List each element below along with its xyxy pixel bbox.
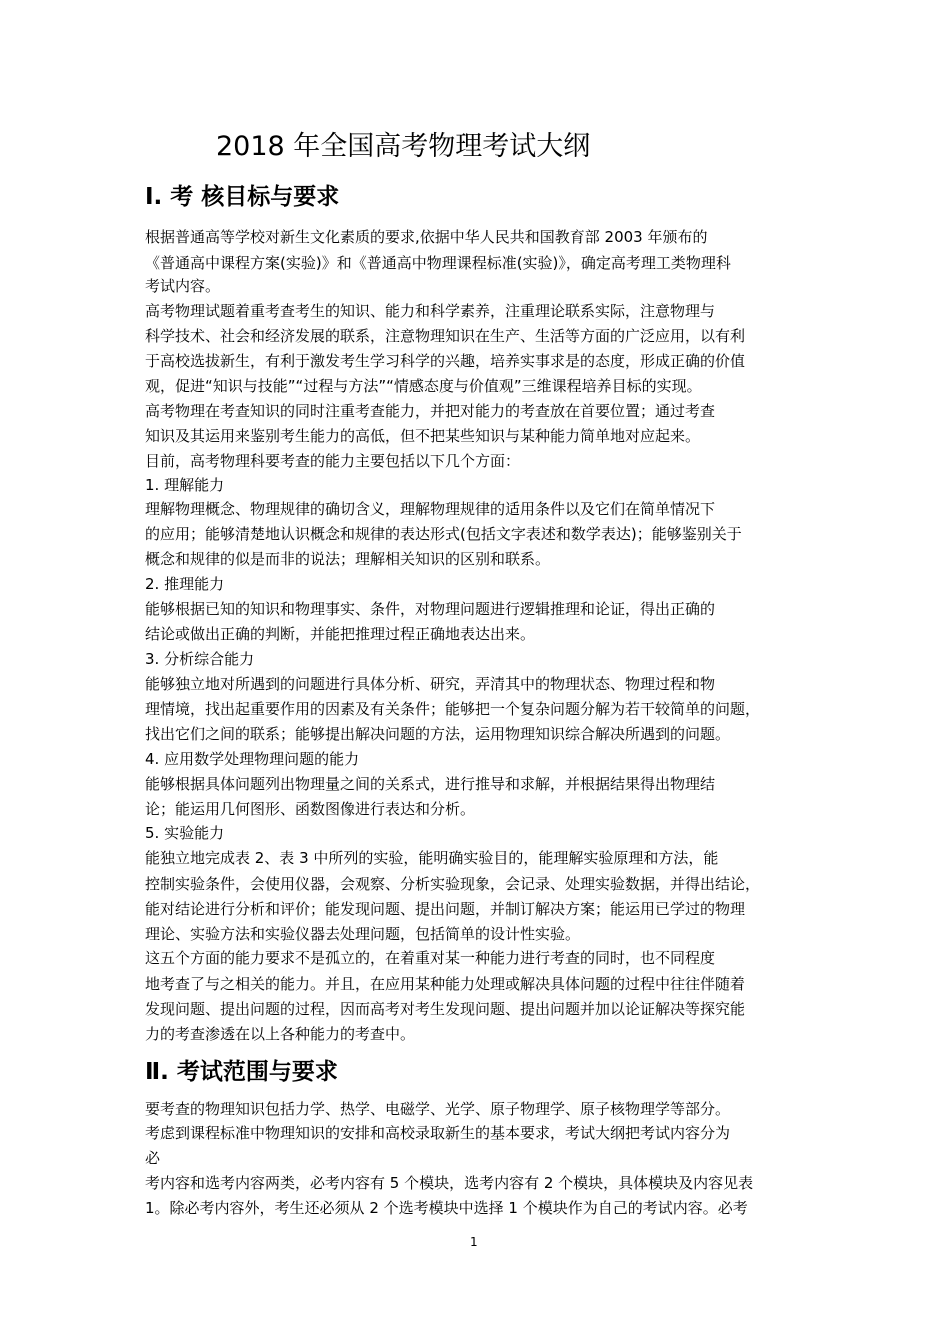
paragraph-line: 理论、实验方法和实验仪器去处理问题，包括简单的设计性实验。 <box>145 925 581 943</box>
paragraph-line: 高考物理在考查知识的同时注重考查能力，并把对能力的考查放在首要位置；通过考查 <box>145 402 716 420</box>
paragraph-line: 地考查了与之相关的能力。并且，在应用某种能力处理或解决具体问题的过程中往往伴随着 <box>145 975 746 993</box>
paragraph-line: 考虑到课程标准中物理知识的安排和高校录取新生的基本要求，考试大纲把考试内容分为 <box>145 1124 731 1142</box>
paragraph-line: 考试内容。 <box>145 277 221 295</box>
subheading-line: 4. 应用数学处理物理问题的能力 <box>145 750 360 768</box>
paragraph-line: 能够根据已知的知识和物理事实、条件，对物理问题进行逻辑推理和论证，得出正确的 <box>145 600 716 618</box>
document-title: 2018 年全国高考物理考试大纲 <box>216 131 591 162</box>
paragraph-line: 发现问题、提出问题的过程，因而高考对考生发现问题、提出问题并加以论证解决等探究能 <box>145 1000 746 1018</box>
paragraph-line: 控制实验条件，会使用仪器，会观察、分析实验现象，会记录、处理实验数据，并得出结论， <box>145 875 761 893</box>
paragraph-line: 结论或做出正确的判断，并能把推理过程正确地表达出来。 <box>145 625 536 643</box>
paragraph-line: 观，促进“知识与技能”“过程与方法”“情感态度与价值观”三维课程培养目标的实现。 <box>145 377 702 395</box>
subheading-line: 2. 推理能力 <box>145 575 225 593</box>
paragraph-line: 能对结论进行分析和评价；能发现问题、提出问题，并制订解决方案；能运用已学过的物理 <box>145 900 746 918</box>
paragraph-line: 《普通高中课程方案(实验)》和《普通高中物理课程标准(实验)》，确定高考理工类物理科 <box>145 254 731 272</box>
paragraph-line: 能够独立地对所遇到的问题进行具体分析、研究，弄清其中的物理状态、物理过程和物 <box>145 675 716 693</box>
paragraph-line: 理解物理概念、物理规律的确切含义，理解物理规律的适用条件以及它们在简单情况下 <box>145 500 716 518</box>
paragraph-line: 能够根据具体问题列出物理量之间的关系式，进行推导和求解，并根据结果得出物理结 <box>145 775 716 793</box>
paragraph-line: 找出它们之间的联系；能够提出解决问题的方法，运用物理知识综合解决所遇到的问题。 <box>145 725 731 743</box>
paragraph-line: 考内容和选考内容两类，必考内容有 5 个模块，选考内容有 2 个模块，具体模块及内容见表 <box>145 1174 754 1192</box>
paragraph-line: 高考物理试题着重考查考生的知识、能力和科学素养，注重理论联系实际，注意物理与 <box>145 302 716 320</box>
paragraph-line: 理情境，找出起重要作用的因素及有关条件；能够把一个复杂问题分解为若干较简单的问题， <box>145 700 761 718</box>
paragraph-line: 能独立地完成表 2、表 3 中所列的实验，能明确实验目的，能理解实验原理和方法，能 <box>145 849 719 867</box>
paragraph-line: 概念和规律的似是而非的说法；理解相关知识的区别和联系。 <box>145 550 551 568</box>
page-number: 1 <box>470 1235 478 1249</box>
paragraph-line: 力的考查渗透在以上各种能力的考查中。 <box>145 1025 416 1043</box>
subheading-line: 1. 理解能力 <box>145 476 225 494</box>
paragraph-line: 1。除必考内容外，考生还必须从 2 个选考模块中选择 1 个模块作为自己的考试内容。必考 <box>145 1199 748 1217</box>
paragraph-line: 目前，高考物理科要考查的能力主要包括以下几个方面： <box>145 452 521 470</box>
paragraph-line: 要考查的物理知识包括力学、热学、电磁学、光学、原子物理学、原子核物理学等部分。 <box>145 1100 731 1118</box>
section-heading-2: Ⅱ. 考试范围与要求 <box>145 1059 338 1085</box>
section-heading-1: Ⅰ. 考 核目标与要求 <box>145 184 340 210</box>
paragraph-line: 于高校选拔新生，有利于激发考生学习科学的兴趣，培养实事求是的态度，形成正确的价值 <box>145 352 746 370</box>
paragraph-line: 根据普通高等学校对新生文化素质的要求,依据中华人民共和国教育部 2003 年颁布的 <box>145 228 708 246</box>
paragraph-line: 必 <box>145 1149 161 1167</box>
paragraph-line: 的应用；能够清楚地认识概念和规律的表达形式(包括文字表述和数学表达)；能够鉴别关于 <box>145 525 742 543</box>
paragraph-line: 知识及其运用来鉴别考生能力的高低，但不把某些知识与某种能力简单地对应起来。 <box>145 427 701 445</box>
paragraph-line: 这五个方面的能力要求不是孤立的，在着重对某一种能力进行考查的同时，也不同程度 <box>145 949 716 967</box>
paragraph-line: 科学技术、社会和经济发展的联系，注意物理知识在生产、生活等方面的广泛应用，以有利 <box>145 327 746 345</box>
subheading-line: 3. 分析综合能力 <box>145 650 255 668</box>
subheading-line: 5. 实验能力 <box>145 824 225 842</box>
paragraph-line: 论；能运用几何图形、函数图像进行表达和分析。 <box>145 800 476 818</box>
